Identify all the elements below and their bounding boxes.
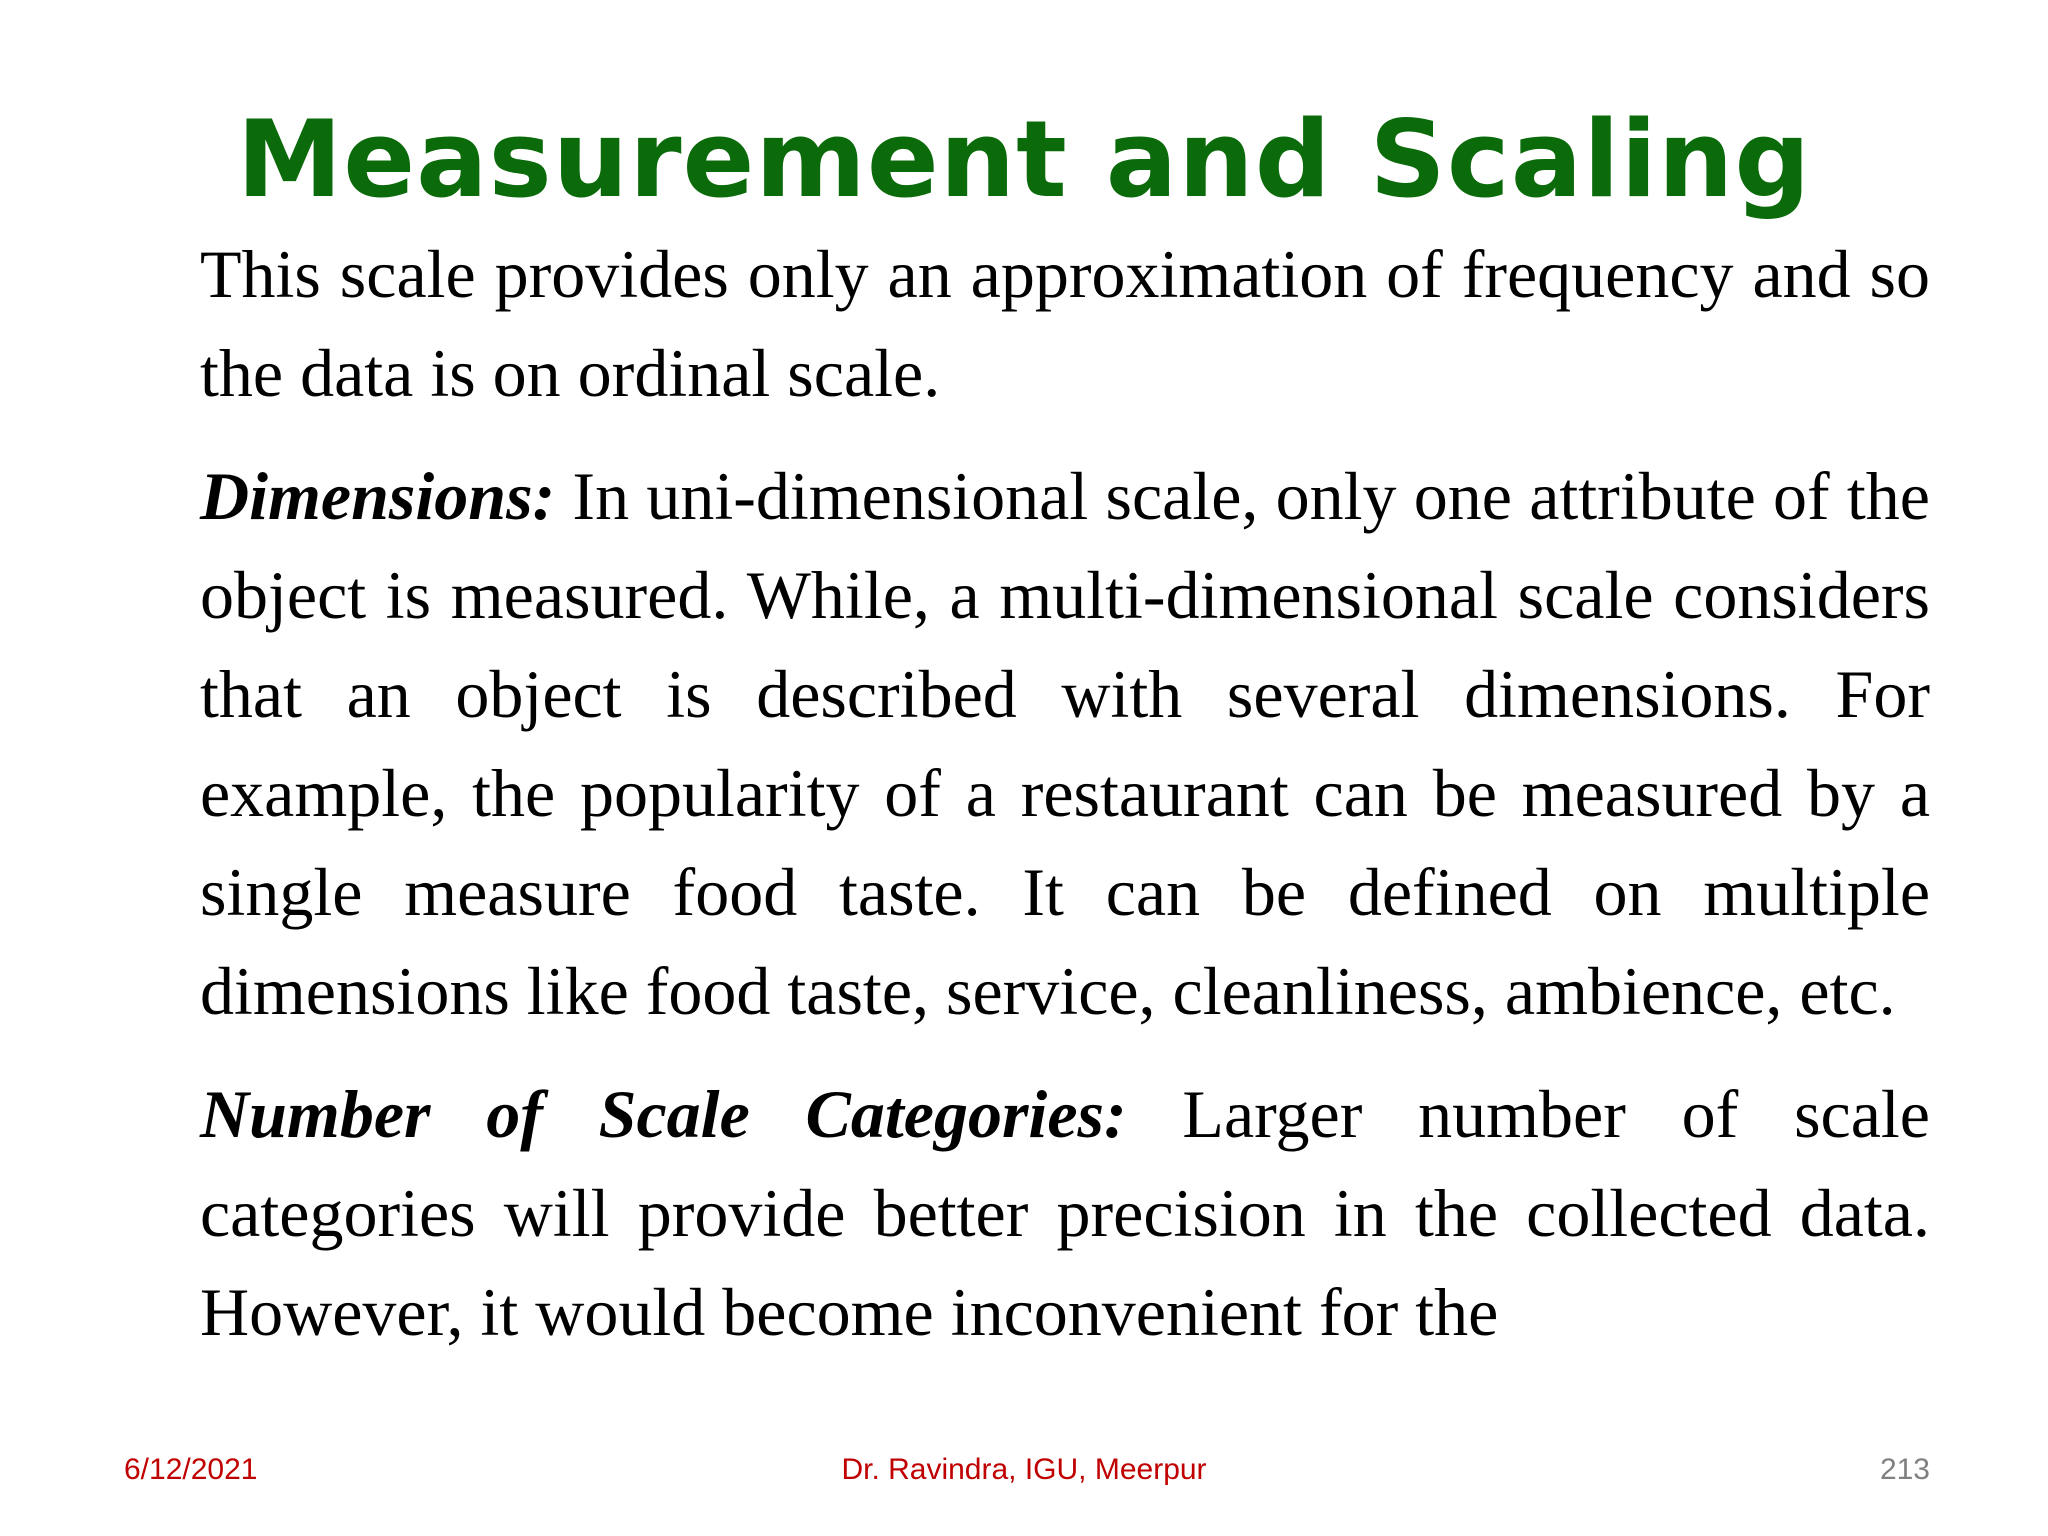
paragraph-dimensions-text: In uni-dimensional scale, only one attribute of the object is measured. While, a multi-dimensional scale considers that an object is described with several dimensions. For example, the popularity of a restaurant can be measured by a single measure food taste. It can be defined on multiple dimensions like food taste, service, cleanliness, ambience, etc. xyxy=(200,458,1930,1029)
slide-body xyxy=(200,225,1930,1386)
paragraph-scale-categories-heading: Number of Scale Categories: xyxy=(200,1076,1127,1152)
paragraph-intro-text: This scale provides only an approximation of frequency and so the data is on ordinal scale. xyxy=(200,236,1930,411)
paragraph-intro xyxy=(200,225,1930,423)
footer-page-number: 213 xyxy=(1879,1453,1930,1486)
footer-date: 6/12/2021 xyxy=(124,1453,258,1486)
paragraph-scale-categories-text: Larger number of scale categories will provide better precision in the collected data. However, it would become inconvenient for the xyxy=(200,1076,1930,1350)
slide-title: Measurement and Scaling xyxy=(236,98,1812,221)
paragraph-scale-categories xyxy=(200,1065,1930,1362)
footer-author: Dr. Ravindra, IGU, Meerpur xyxy=(841,1453,1207,1486)
paragraph-dimensions-heading: Dimensions: xyxy=(200,458,556,534)
paragraph-dimensions xyxy=(200,447,1930,1041)
